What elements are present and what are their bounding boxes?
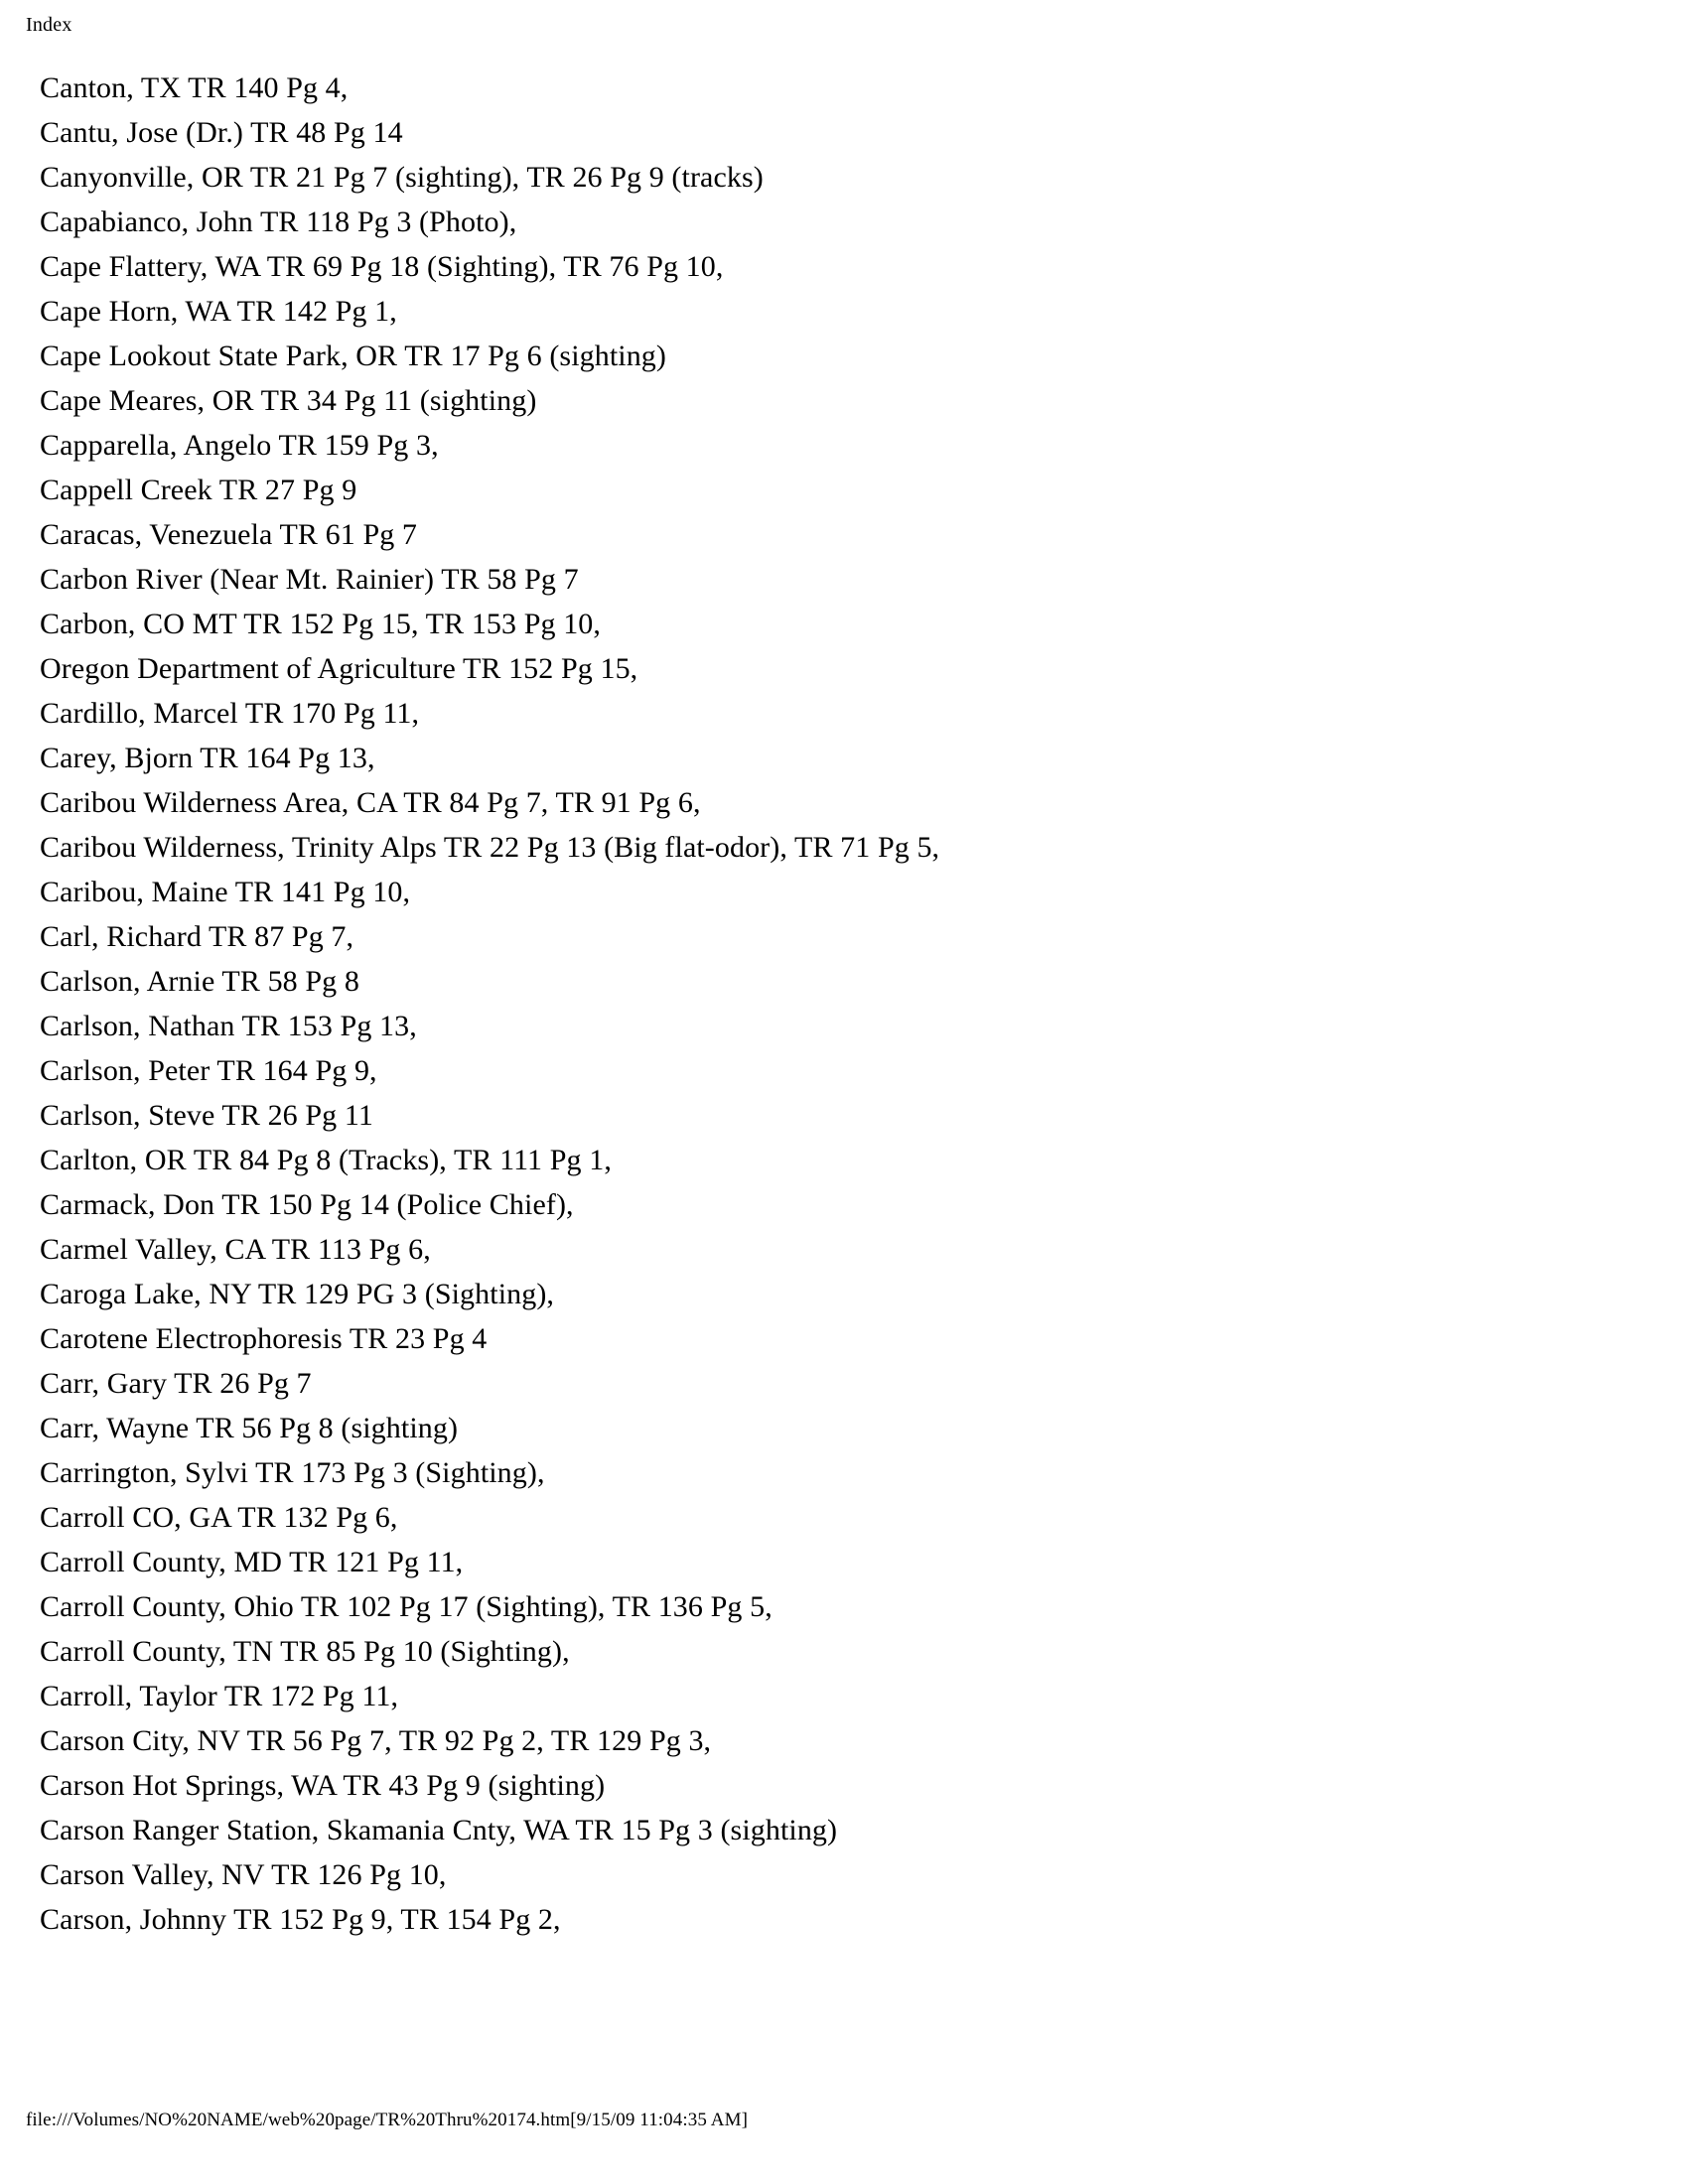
index-entry: Carroll County, Ohio TR 102 Pg 17 (Sighting), TR 136 Pg 5, bbox=[40, 1590, 773, 1623]
index-entry: Capparella, Angelo TR 159 Pg 3, bbox=[40, 429, 439, 462]
index-entry: Carson, Johnny TR 152 Pg 9, TR 154 Pg 2, bbox=[40, 1903, 561, 1936]
index-entry: Caracas, Venezuela TR 61 Pg 7 bbox=[40, 518, 418, 551]
index-entry: Carey, Bjorn TR 164 Pg 13, bbox=[40, 742, 375, 774]
index-entry: Carson Valley, NV TR 126 Pg 10, bbox=[40, 1858, 447, 1891]
index-entry: Carotene Electrophoresis TR 23 Pg 4 bbox=[40, 1322, 488, 1355]
index-entry: Carroll CO, GA TR 132 Pg 6, bbox=[40, 1501, 398, 1534]
index-entry: Carson Hot Springs, WA TR 43 Pg 9 (sighting) bbox=[40, 1769, 606, 1802]
index-entry: Carlson, Arnie TR 58 Pg 8 bbox=[40, 965, 359, 998]
index-entry: Carson City, NV TR 56 Pg 7, TR 92 Pg 2, TR 129 Pg 3, bbox=[40, 1724, 712, 1757]
index-entry: Carbon, CO MT TR 152 Pg 15, TR 153 Pg 10, bbox=[40, 608, 602, 640]
index-entry: Caribou Wilderness, Trinity Alps TR 22 Pg 13 (Big flat-odor), TR 71 Pg 5, bbox=[40, 831, 940, 864]
index-entry: Caribou Wilderness Area, CA TR 84 Pg 7, TR 91 Pg 6, bbox=[40, 786, 701, 819]
index-entry: Cape Meares, OR TR 34 Pg 11 (sighting) bbox=[40, 384, 537, 417]
index-entry: Carr, Wayne TR 56 Pg 8 (sighting) bbox=[40, 1412, 459, 1444]
index-entry: Carlson, Peter TR 164 Pg 9, bbox=[40, 1054, 377, 1087]
index-entry: Carr, Gary TR 26 Pg 7 bbox=[40, 1367, 312, 1400]
index-entry: Carmel Valley, CA TR 113 Pg 6, bbox=[40, 1233, 431, 1266]
index-entry: Caroga Lake, NY TR 129 PG 3 (Sighting), bbox=[40, 1278, 555, 1310]
index-entry: Carrington, Sylvi TR 173 Pg 3 (Sighting), bbox=[40, 1456, 545, 1489]
index-entry: Caribou, Maine TR 141 Pg 10, bbox=[40, 876, 411, 908]
index-entry-list bbox=[40, 66, 1628, 1942]
index-entry: Oregon Department of Agriculture TR 152 Pg 15, bbox=[40, 652, 638, 685]
index-entry: Carson Ranger Station, Skamania Cnty, WA TR 15 Pg 3 (sighting) bbox=[40, 1814, 838, 1846]
index-entry: Cape Horn, WA TR 142 Pg 1, bbox=[40, 295, 397, 328]
index-entry: Carl, Richard TR 87 Pg 7, bbox=[40, 920, 354, 953]
index-entry: Cape Flattery, WA TR 69 Pg 18 (Sighting), TR 76 Pg 10, bbox=[40, 250, 724, 283]
index-entry: Cantu, Jose (Dr.) TR 48 Pg 14 bbox=[40, 116, 403, 149]
index-entry: Carbon River (Near Mt. Rainier) TR 58 Pg 7 bbox=[40, 563, 579, 596]
index-entry: Cappell Creek TR 27 Pg 9 bbox=[40, 474, 357, 506]
page-header-title: Index bbox=[26, 14, 72, 36]
index-entry: Canyonville, OR TR 21 Pg 7 (sighting), TR 26 Pg 9 (tracks) bbox=[40, 161, 764, 194]
index-entry: Carroll County, MD TR 121 Pg 11, bbox=[40, 1546, 464, 1578]
index-entry: Carlson, Steve TR 26 Pg 11 bbox=[40, 1099, 373, 1132]
index-entry: Carroll County, TN TR 85 Pg 10 (Sighting), bbox=[40, 1635, 570, 1668]
page-footer-path: file:///Volumes/NO%20NAME/web%20page/TR%20Thru%20174.htm[9/15/09 11:04:35 AM] bbox=[26, 2110, 748, 2130]
index-entry: Carlton, OR TR 84 Pg 8 (Tracks), TR 111 Pg 1, bbox=[40, 1144, 612, 1176]
index-entry: Cardillo, Marcel TR 170 Pg 11, bbox=[40, 697, 420, 730]
index-entry: Carmack, Don TR 150 Pg 14 (Police Chief), bbox=[40, 1188, 574, 1221]
index-entry: Carlson, Nathan TR 153 Pg 13, bbox=[40, 1010, 417, 1042]
index-entry: Carroll, Taylor TR 172 Pg 11, bbox=[40, 1680, 399, 1712]
index-entry: Cape Lookout State Park, OR TR 17 Pg 6 (sighting) bbox=[40, 340, 666, 372]
index-entry: Canton, TX TR 140 Pg 4, bbox=[40, 71, 349, 104]
index-entry: Capabianco, John TR 118 Pg 3 (Photo), bbox=[40, 205, 517, 238]
